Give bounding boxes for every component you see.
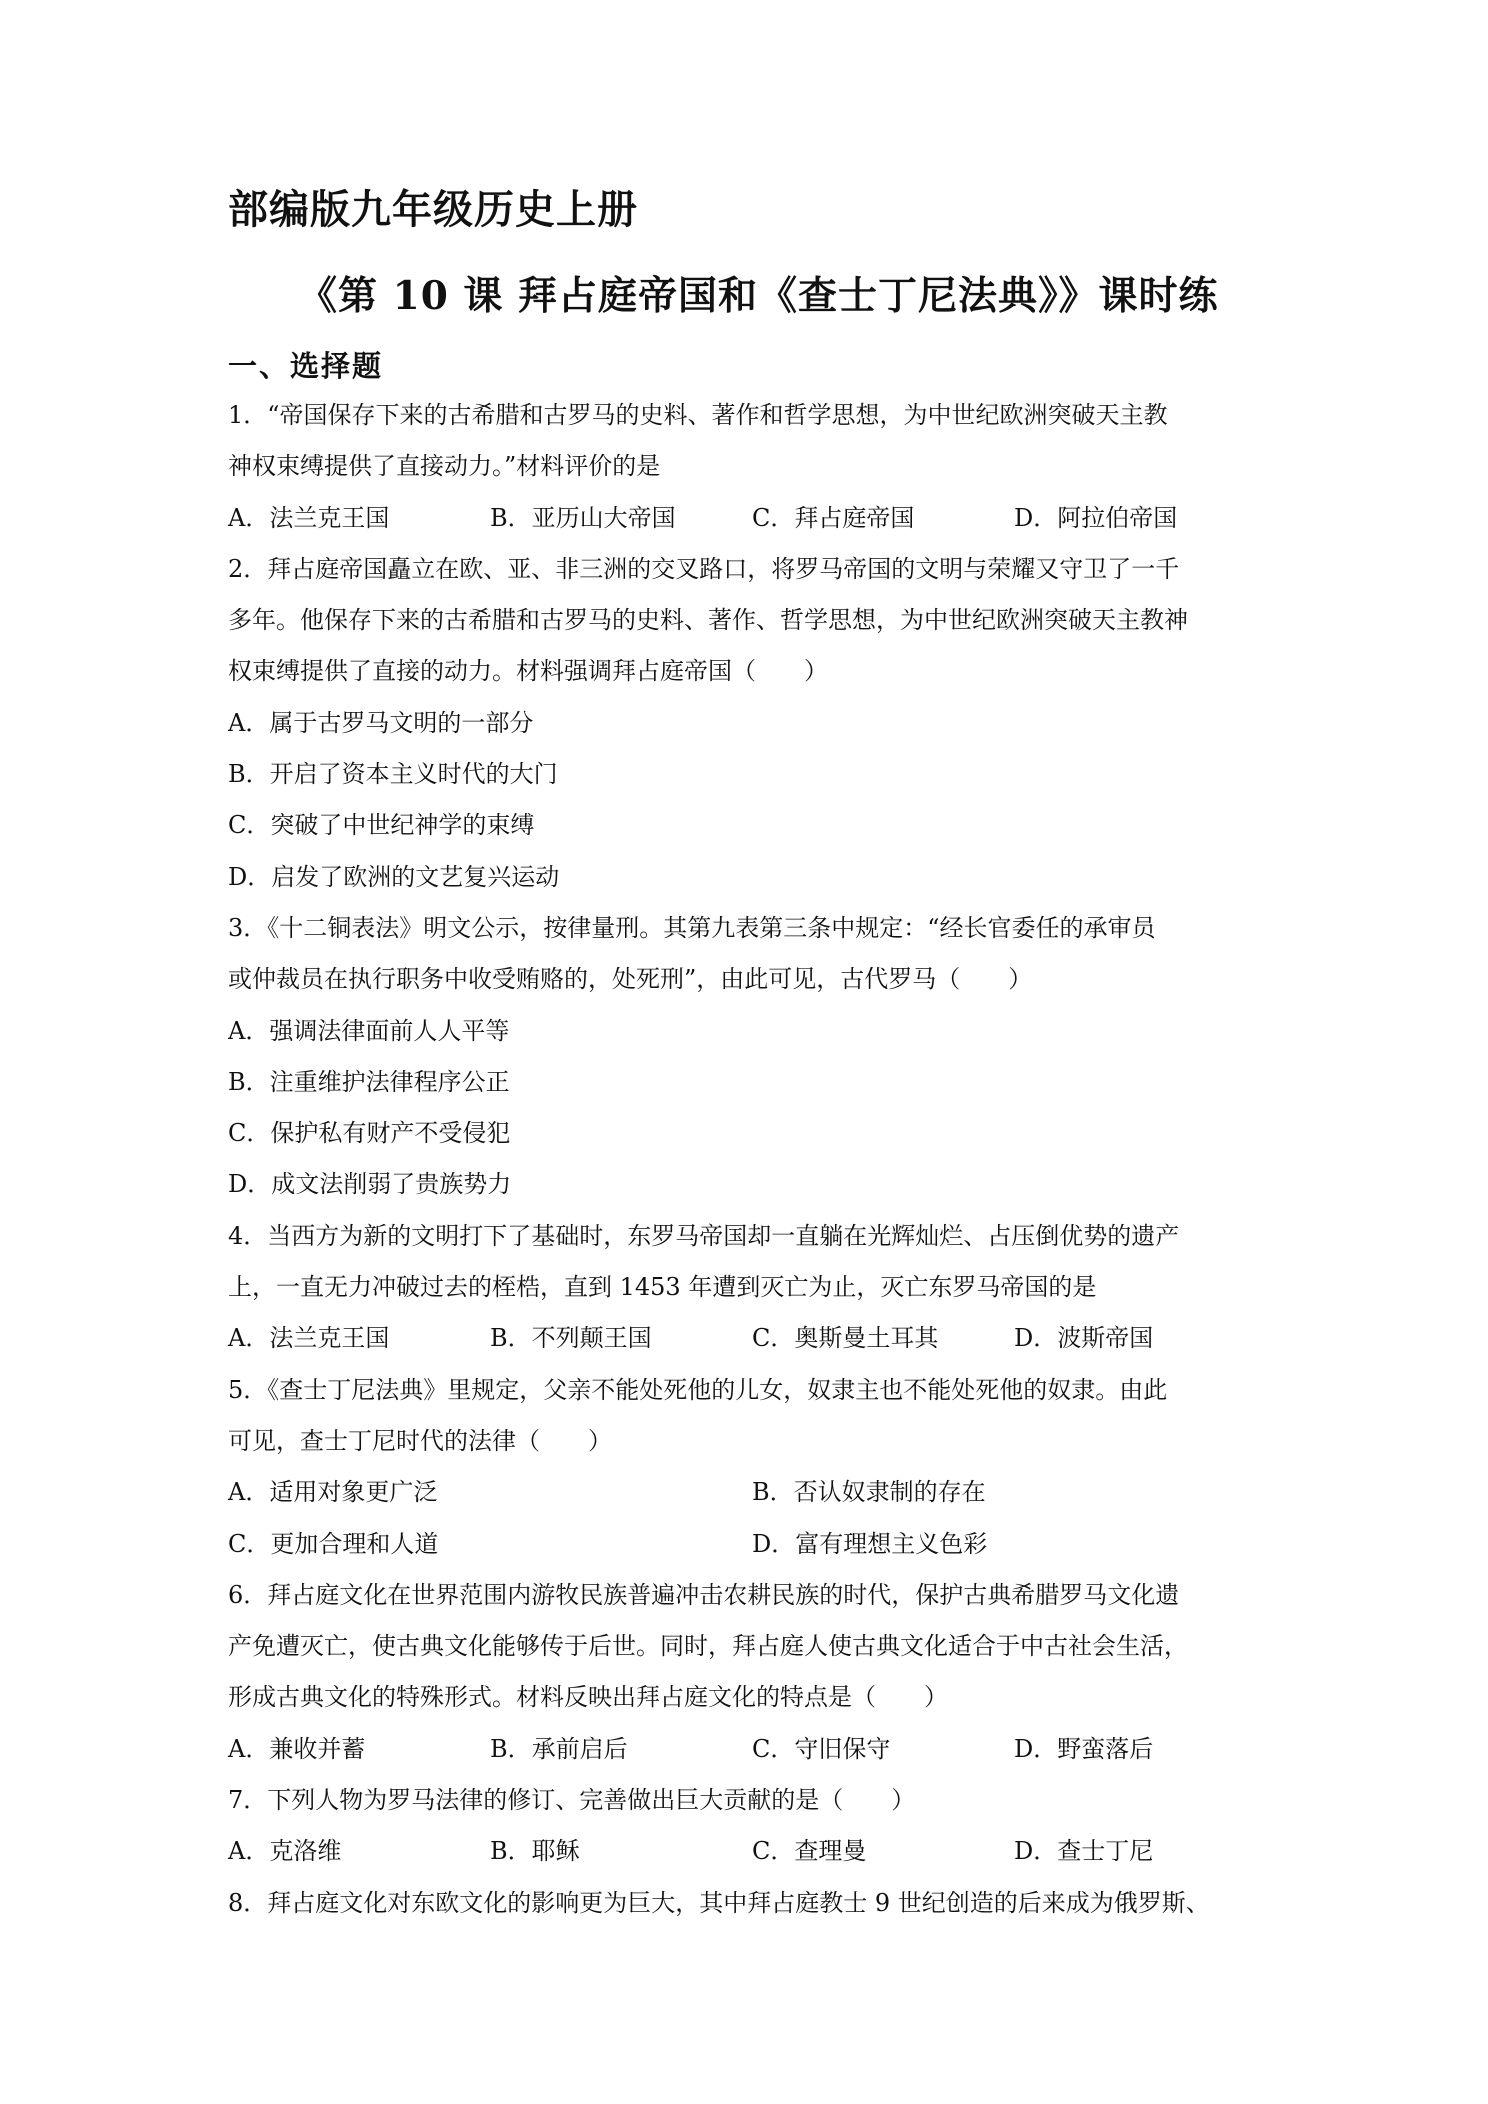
option-c: C．奥斯曼土耳其	[752, 1324, 939, 1353]
question-4-stem-line: 上，一直无力冲破过去的桎梏，直到 1453 年遭到灭亡为止，灭亡东罗马帝国的是	[228, 1273, 1097, 1302]
option-a: A．法兰克王国	[228, 503, 390, 532]
question-5	[228, 1365, 1278, 1570]
option-d: D．阿拉伯帝国	[1014, 503, 1178, 532]
question-2-stem-line: 多年。他保存下来的古希腊和古罗马的史料、著作、哲学思想，为中世纪欧洲突破天主教神	[228, 606, 1188, 635]
option-c: C．查理曼	[752, 1837, 867, 1866]
option-b: B．耶稣	[490, 1837, 580, 1866]
question-6-stem-line: 6．拜占庭文化在世界范围内游牧民族普遍冲击农耕民族的时代，保护古典希腊罗马文化遗	[228, 1580, 1180, 1609]
question-1-stem-line: 神权束缚提供了直接动力。”材料评价的是	[228, 452, 661, 481]
question-1	[228, 390, 1278, 544]
option-c: C．保护私有财产不受侵犯	[228, 1119, 511, 1148]
option-d: D．野蛮落后	[1014, 1734, 1154, 1763]
question-4	[228, 1211, 1278, 1365]
question-2-stem-line: 权束缚提供了直接的动力。材料强调拜占庭帝国（ ）	[228, 657, 828, 686]
question-8-stem-line: 8．拜占庭文化对东欧文化的影响更为巨大，其中拜占庭教士 9 世纪创造的后来成为俄罗斯、	[228, 1888, 1210, 1917]
option-a: A．强调法律面前人人平等	[228, 1016, 510, 1045]
question-6	[228, 1570, 1278, 1775]
option-c: C．更加合理和人道	[228, 1529, 439, 1558]
option-a: A．克洛维	[228, 1837, 342, 1866]
section-title: 一、选择题	[228, 349, 384, 383]
option-d: D．波斯帝国	[1014, 1324, 1154, 1353]
question-1-stem-line: 1．“帝国保存下来的古希腊和古罗马的史料、著作和哲学思想，为中世纪欧洲突破天主教	[228, 401, 1168, 429]
lesson-title: 《第 10 课 拜占庭帝国和《查士丁尼法典》》课时练	[298, 273, 1219, 319]
question-6-stem-line: 产免遭灭亡，使古典文化能够传于后世。同时，拜占庭人使古典文化适合于中古社会生活，	[228, 1632, 1188, 1661]
question-7-options	[228, 1826, 1278, 1877]
question-5-options-row-1	[228, 1467, 1278, 1518]
option-b: B．承前启后	[490, 1734, 628, 1763]
question-2-stem-line: 2．拜占庭帝国矗立在欧、亚、非三洲的交叉路口，将罗马帝国的文明与荣耀又守卫了一千	[228, 554, 1180, 583]
question-6-stem-line: 形成古典文化的特殊形式。材料反映出拜占庭文化的特点是（ ）	[228, 1683, 948, 1712]
option-d: D．成文法削弱了贵族势力	[228, 1170, 512, 1199]
option-b: B．否认奴隶制的存在	[752, 1478, 986, 1507]
option-d: D．富有理想主义色彩	[752, 1529, 988, 1558]
option-d: D．启发了欧洲的文艺复兴运动	[228, 862, 560, 891]
question-3-stem-line: 或仲裁员在执行职务中收受贿赂的，处死刑”，由此可见，古代罗马（ ）	[228, 965, 1033, 994]
question-7-stem-line: 7．下列人物为罗马法律的修订、完善做出巨大贡献的是（ ）	[228, 1786, 916, 1815]
question-1-options	[228, 493, 1278, 544]
question-5-stem-line: 可见，查士丁尼时代的法律（ ）	[228, 1426, 612, 1455]
option-a: A．兼收并蓄	[228, 1734, 366, 1763]
option-b: B．不列颠王国	[490, 1324, 652, 1353]
question-8	[228, 1878, 1278, 1929]
option-c: C．拜占庭帝国	[752, 503, 915, 532]
question-2	[228, 544, 1278, 903]
question-5-stem-line: 5．《查士丁尼法典》里规定，父亲不能处死他的儿女，奴隶主也不能处死他的奴隶。由此	[228, 1375, 1168, 1404]
option-c: C．守旧保守	[752, 1734, 891, 1763]
question-4-options	[228, 1313, 1278, 1364]
option-c: C．突破了中世纪神学的束缚	[228, 811, 535, 840]
document-title: 部编版九年级历史上册	[228, 186, 638, 233]
question-5-options-row-2	[228, 1519, 1278, 1570]
option-d: D．查士丁尼	[1014, 1837, 1154, 1866]
option-b: B．开启了资本主义时代的大门	[228, 760, 558, 789]
question-3-stem-line: 3．《十二铜表法》明文公示，按律量刑。其第九表第三条中规定：“经长官委任的承审员	[228, 913, 1156, 942]
question-4-stem-line: 4．当西方为新的文明打下了基础时，东罗马帝国却一直躺在光辉灿烂、占压倒优势的遗产	[228, 1221, 1180, 1250]
option-b: B．亚历山大帝国	[490, 503, 676, 532]
question-list	[228, 390, 1278, 1929]
question-7	[228, 1775, 1278, 1878]
question-6-options	[228, 1724, 1278, 1775]
question-3	[228, 903, 1278, 1211]
option-a: A．适用对象更广泛	[228, 1478, 438, 1507]
option-b: B．注重维护法律程序公正	[228, 1067, 510, 1096]
option-a: A．属于古罗马文明的一部分	[228, 708, 534, 737]
option-a: A．法兰克王国	[228, 1324, 390, 1353]
